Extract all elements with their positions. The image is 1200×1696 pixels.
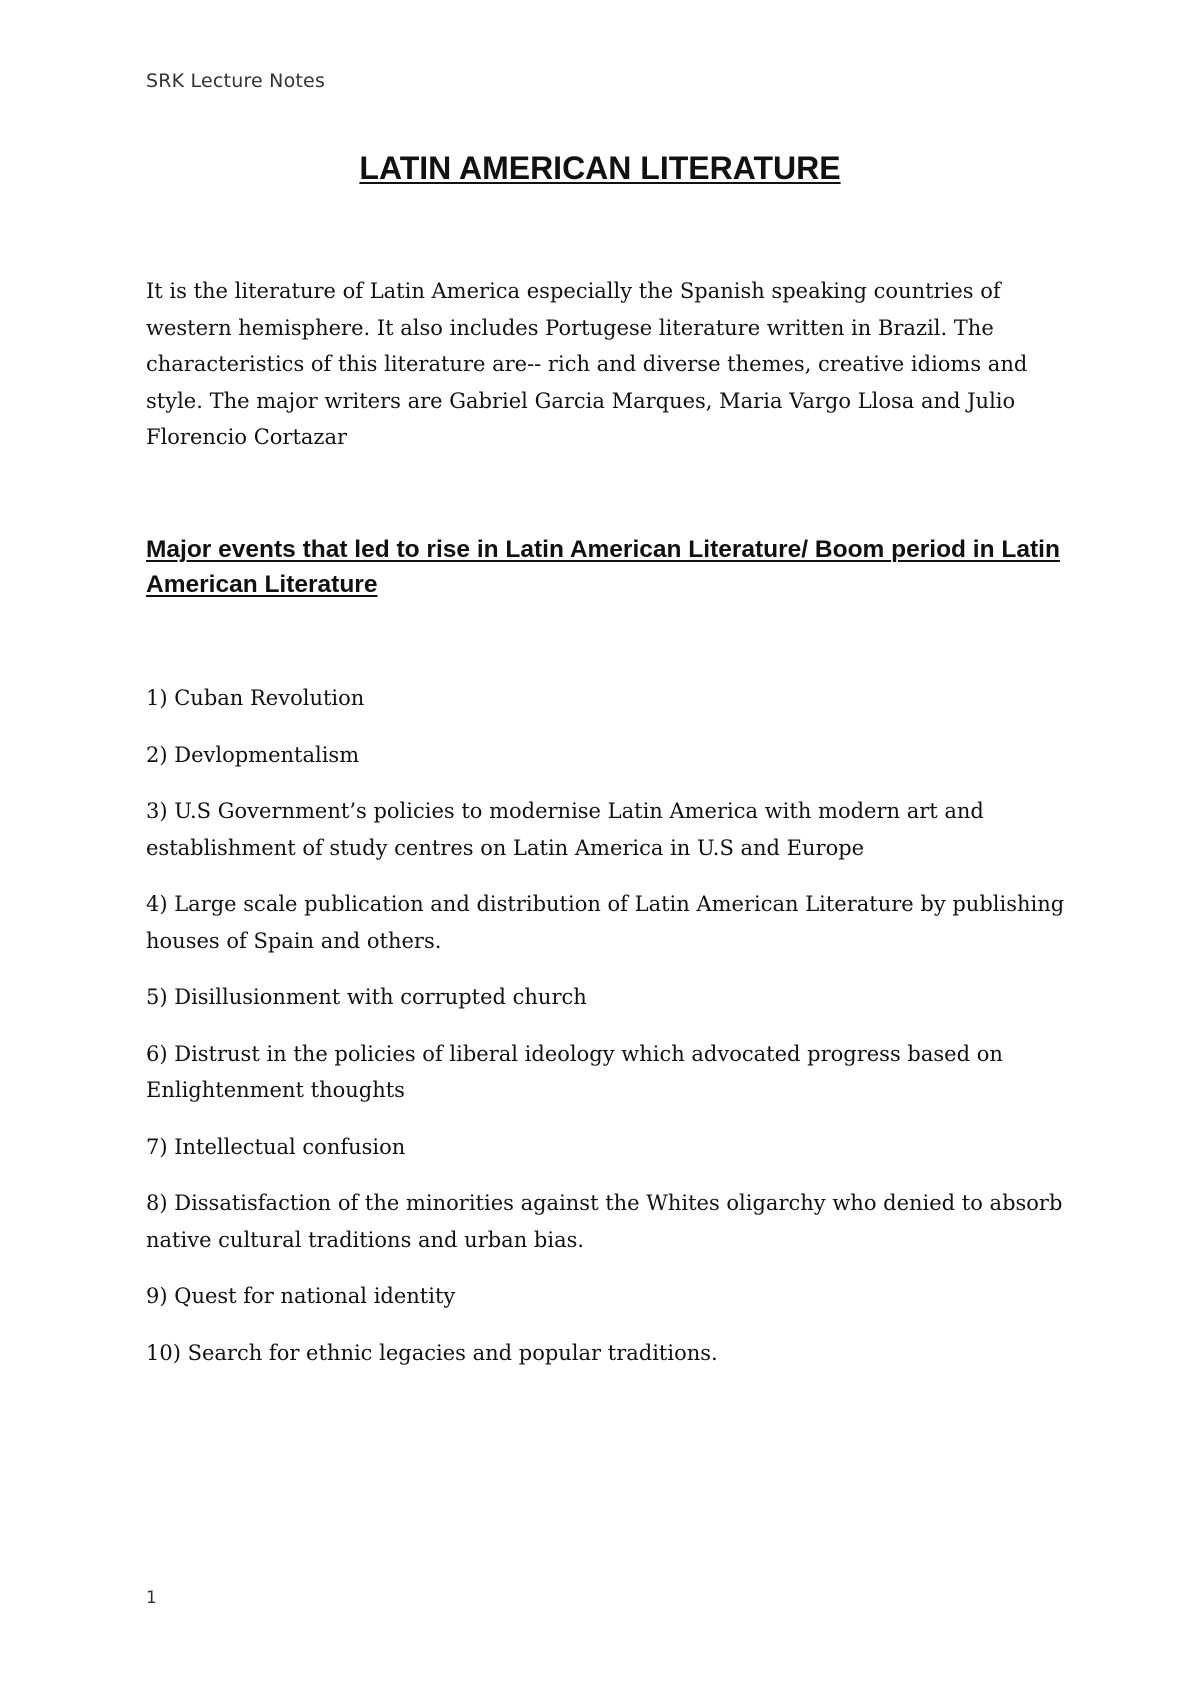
list-item: 2) Devlopmentalism bbox=[146, 742, 360, 767]
list-item: 1) Cuban Revolution bbox=[146, 686, 365, 710]
list-item: 5) Disillusionment with corrupted church bbox=[146, 985, 587, 1009]
list-item: 9) Quest for national identity bbox=[146, 1284, 456, 1308]
list-item: 7) Intellectual confusion bbox=[146, 1134, 406, 1159]
intro-paragraph: It is the literature of Latin America especially the Spanish speaking countries of western hemisphere. It also includes Portugese literature written in Brazil. The characteristics of this literature are-- rich and diverse themes, creative idioms and style. The major writers are Gabriel Garcia Marques, Maria Vargo Llosa and Julio Florencio Cortazar bbox=[146, 279, 1028, 449]
events-list bbox=[146, 680, 1066, 1391]
page-number: 1 bbox=[146, 1588, 157, 1608]
list-item: 6) Distrust in the policies of liberal ideology which advocated progress based on Enlightenment thoughts bbox=[146, 1041, 1003, 1102]
list-item: 3) U.S Government’s policies to modernise Latin America with modern art and establishment of study centres on Latin America in U.S and Europe bbox=[146, 799, 984, 860]
header-note: SRK Lecture Notes bbox=[146, 70, 326, 92]
list-item: 4) Large scale publication and distribution of Latin American Literature by publishing houses of Spain and others. bbox=[146, 892, 1065, 953]
section-heading: Major events that led to rise in Latin American Literature/ Boom period in Latin American Literature bbox=[146, 536, 1060, 598]
list-item: 10) Search for ethnic legacies and popular traditions. bbox=[146, 1340, 718, 1365]
list-item: 8) Dissatisfaction of the minorities against the Whites oligarchy who denied to absorb native cultural traditions and urban bias. bbox=[146, 1191, 1063, 1252]
document-title: LATIN AMERICAN LITERATURE bbox=[359, 150, 841, 186]
